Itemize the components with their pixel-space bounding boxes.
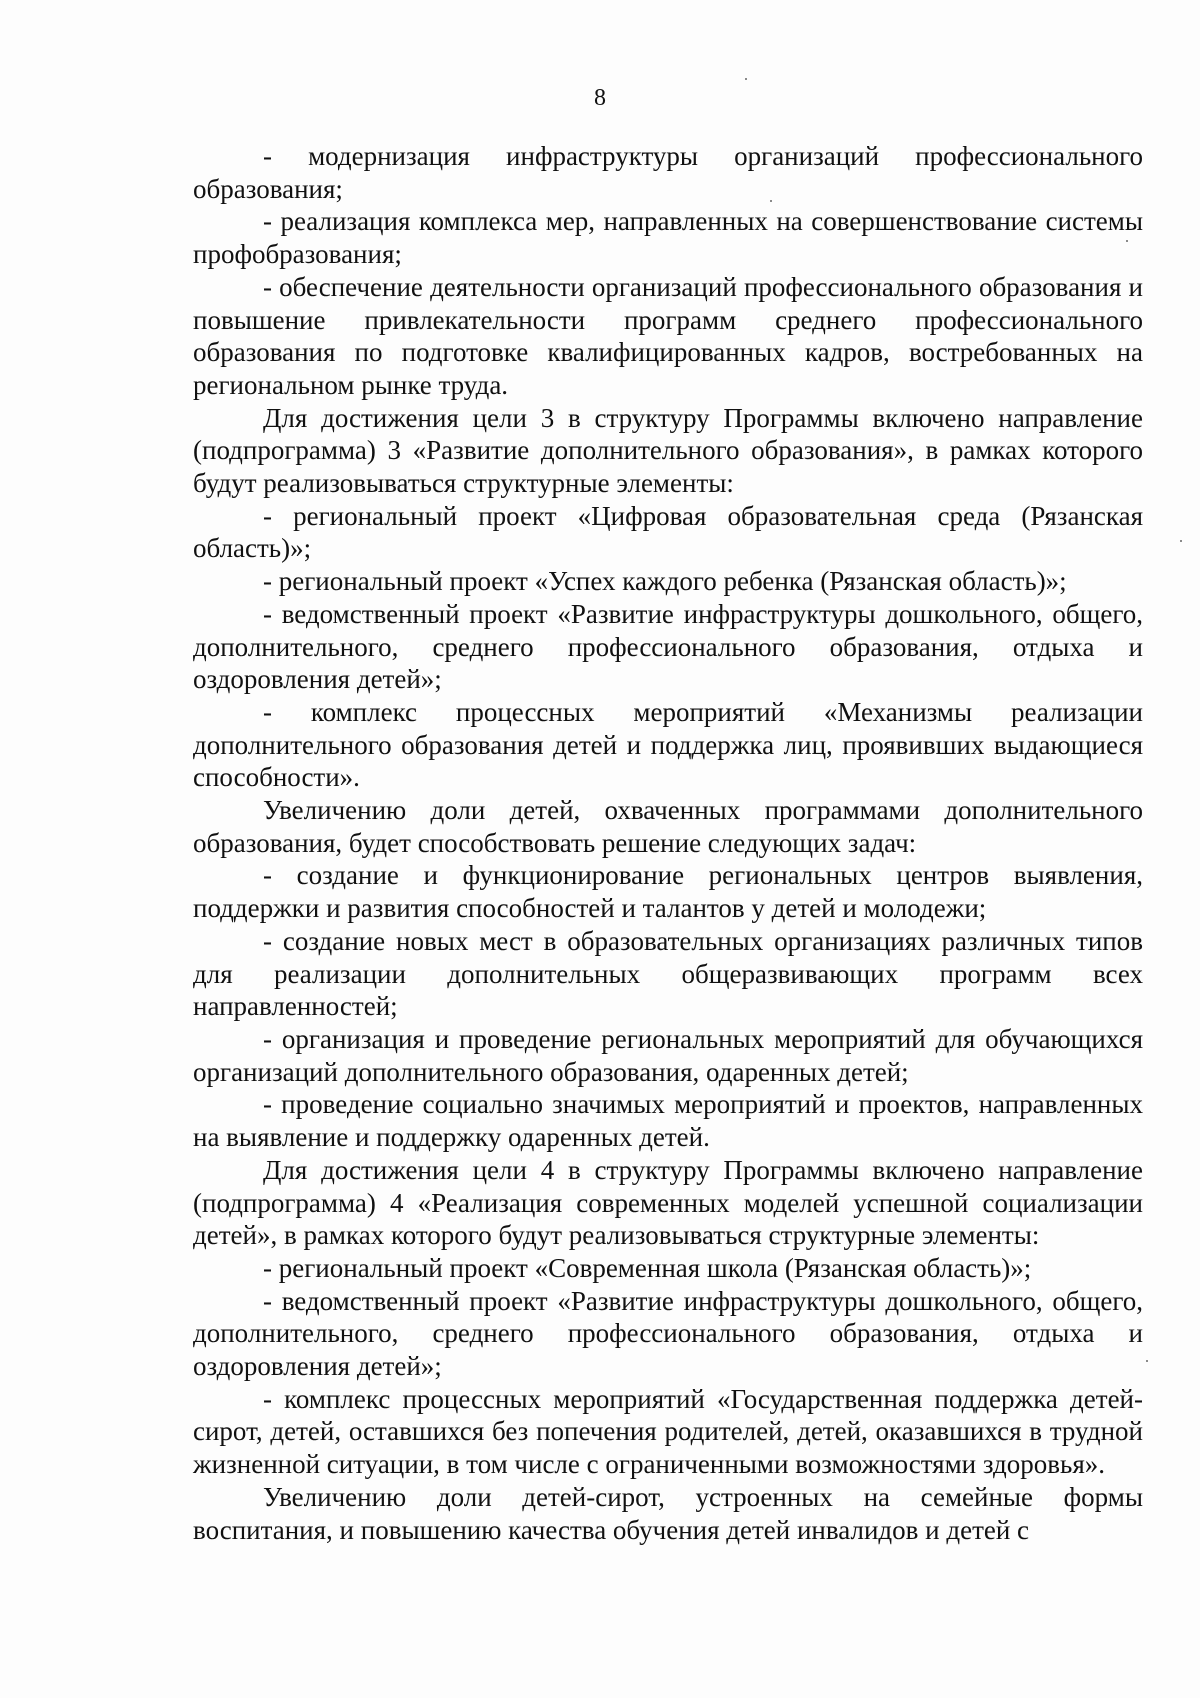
list-item: - комплекс процессных мероприятий «Механизмы реализации дополнительного образования детей и поддержка лиц, проявивших выдающиеся способности».: [193, 696, 1143, 793]
list-item: - ведомственный проект «Развитие инфраструктуры дошкольного, общего, дополнительного, среднего профессионального образования, отдыха и оздоровления детей»;: [193, 1285, 1143, 1382]
paragraph: Для достижения цели 4 в структуру Программы включено направление (подпрограмма) 4 «Реализация современных моделей успешной социализации детей», в рамках которого будут реализовываться структурные элементы:: [193, 1154, 1143, 1251]
list-item: - модернизация инфраструктуры организаций профессионального образования;: [193, 141, 1143, 204]
paragraph: Для достижения цели 3 в структуру Программы включено направление (подпрограмма) 3 «Развитие дополнительного образования», в рамках которого будут реализовываться структурные элементы:: [193, 402, 1143, 499]
list-item: - региональный проект «Современная школа (Рязанская область)»;: [263, 1252, 1032, 1283]
scan-speck: [1126, 240, 1128, 242]
scan-speck: [1146, 1360, 1148, 1362]
list-item: - реализация комплекса мер, направленных на совершенствование системы профобразования;: [193, 206, 1143, 270]
paragraph: Увеличению доли детей-сирот, устроенных на семейные формы воспитания, и повышению качества обучения детей инвалидов и детей с: [193, 1481, 1143, 1545]
document-body: [193, 140, 1143, 1546]
list-item: - организация и проведение региональных мероприятий для обучающихся организаций дополнительного образования, одаренных детей;: [193, 1023, 1143, 1087]
scan-speck: [745, 78, 747, 80]
paragraph: Увеличению доли детей, охваченных программами дополнительного образования, будет способствовать решение следующих задач:: [193, 795, 1143, 858]
list-item: - региональный проект «Успех каждого ребенка (Рязанская область)»;: [263, 566, 1067, 597]
list-item: - комплекс процессных мероприятий «Государственная поддержка детей-сирот, детей, оставшихся без попечения родителей, детей, оказавшихся в трудной жизненной ситуации, в том числе с ограниченными возможностями здоровья».: [193, 1383, 1143, 1480]
list-item: - создание и функционирование региональных центров выявления, поддержки и развития способностей и талантов у детей и молодежи;: [193, 860, 1143, 924]
list-item: - проведение социально значимых мероприятий и проектов, направленных на выявление и поддержку одаренных детей.: [193, 1089, 1143, 1153]
scan-speck: [1180, 540, 1182, 542]
list-item: - региональный проект «Цифровая образовательная среда (Рязанская область)»;: [193, 500, 1143, 564]
list-item: - обеспечение деятельности организаций профессионального образования и повышение привлекательности программ среднего профессионального образования по подготовке квалифицированных кадров, востребованных на региональном рынке труда.: [193, 271, 1143, 400]
page-number: 8: [594, 85, 606, 111]
scan-speck: [770, 200, 772, 202]
list-item: - ведомственный проект «Развитие инфраструктуры дошкольного, общего, дополнительного, среднего профессионального образования, отдыха и оздоровления детей»;: [193, 598, 1143, 695]
list-item: - создание новых мест в образовательных организациях различных типов для реализации дополнительных общеразвивающих программ всех направленностей;: [193, 925, 1143, 1022]
